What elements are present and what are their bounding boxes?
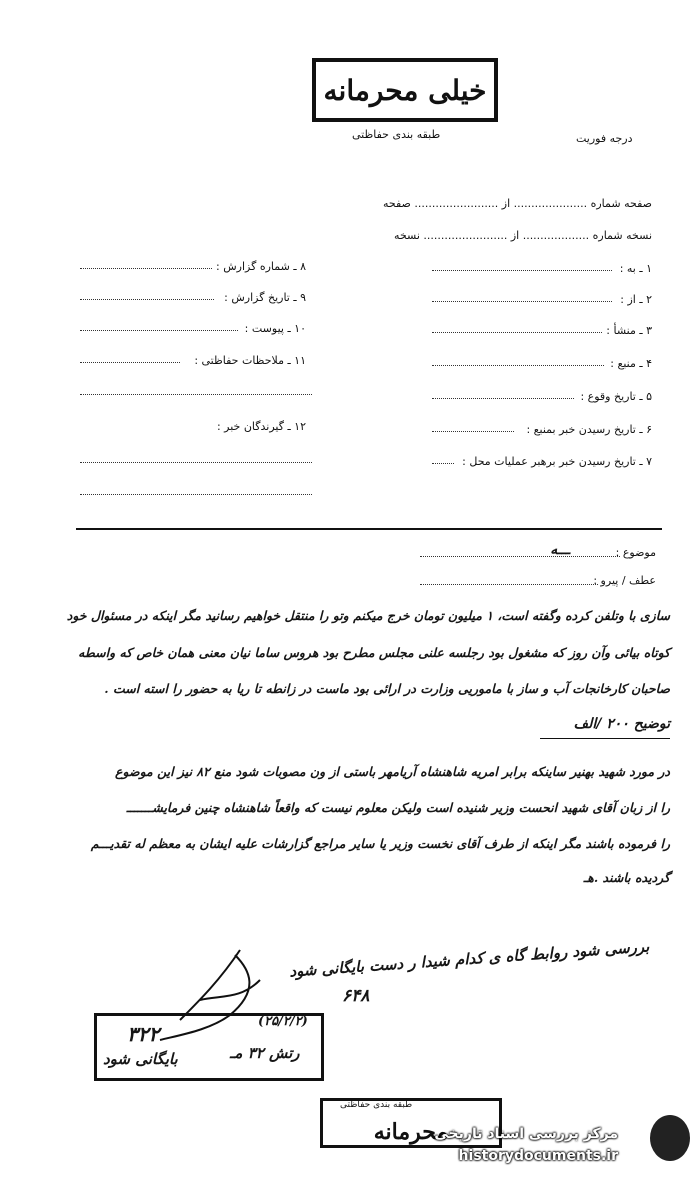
field-source-receipt-line (432, 431, 514, 432)
field-attachment-line (80, 330, 238, 331)
subject-line (420, 556, 620, 557)
archive-stamp-text: بایگانی شود (103, 1050, 178, 1068)
field-leader-receipt-line (432, 463, 454, 464)
field-source-line (432, 365, 604, 366)
field-to-line (432, 270, 612, 271)
handwritten-note: بررسی شود روابط گاه ی کدام شیدا ر دست بایگانی شود (289, 937, 651, 981)
field-source-receipt-date: ۶ ـ تاریخ رسیدن خبر بمنبع : (526, 423, 652, 436)
subject-label: موضوع : (615, 546, 656, 559)
field-security-notes: ۱۱ ـ ملاحظات حفاظتی : (194, 354, 306, 367)
field-from: ۲ ـ از : (620, 293, 652, 306)
reference-line (420, 584, 598, 585)
footer-stamp-title: محرمانه (373, 1119, 449, 1145)
reference-label: عطف / پیرو : (593, 574, 656, 587)
field-source: ۴ ـ منبع : (610, 357, 652, 370)
field-to: ۱ ـ به : (619, 262, 652, 275)
body-line-1: سازی با وتلفن کرده وگفته است، ۱ میلیون تومان خرج میکنم وتو را منتقل خواهیم رسانید مگر اینکه در مسئوال خود (66, 608, 670, 623)
field-origin-line (432, 332, 602, 333)
archive-stamp-number: ۳۲۲ (127, 1022, 160, 1046)
handwritten-date: (۲۵/۲/۲) (258, 1014, 308, 1029)
field-report-date-line (80, 299, 214, 300)
priority-label: درجه فوریت (576, 132, 633, 145)
body-line-2: کوتاه بیائی وآن روز که مشغول بود رجلسه علنی مجلس مطرح بود هروس ساما نیان معنی همان خاص که واسطه (78, 645, 670, 660)
section-divider (76, 528, 662, 530)
watermark-org-name: مرکز بررسی اسناد تاریخی (434, 1126, 618, 1142)
field-leader-receipt-date: ۷ ـ تاریخ رسیدن خبر برهبر عملیات محل : (462, 455, 652, 468)
field-security-notes-line-2 (80, 394, 312, 395)
field-event-date-line (432, 398, 574, 399)
copy-number-field: نسخه شماره ................... از ........................ نسخه (394, 229, 652, 242)
subject-value: ـــه (550, 542, 570, 558)
handwritten-number: ۶۴۸ (342, 986, 370, 1006)
body-line-4: در مورد شهید بهنیر ساینکه برابر امریه شاهنشاه آریامهر باستی از ون مصوبات شود منع ۸۲ نیز این موضوع (115, 764, 670, 779)
archive-logo-icon (650, 1115, 690, 1161)
body-line-5: را از زبان آقای شهید انحست وزیر شنیده است ولیکن معلوم نیست که واقعاً شاهنشاه چنین فرمایشـــــــ (126, 800, 670, 815)
field-recipients-line-1 (80, 462, 312, 463)
field-recipients: ۱۲ ـ گیرندگان خبر : (216, 420, 306, 433)
note-underline (540, 738, 670, 739)
field-event-date: ۵ ـ تاریخ وقوع : (580, 390, 652, 403)
field-from-line (432, 301, 612, 302)
page-number-field: صفحه شماره ..................... از ........................ صفحه (382, 197, 652, 210)
field-security-notes-line (80, 362, 180, 363)
body-line-6: را فرموده باشند مگر اینکه از طرف آقای نخست وزیر یا سایر مراجع گزارشات علیه ایشان به معظم له تقدیـــم (90, 836, 670, 851)
field-report-number: ۸ ـ شماره گزارش : (216, 260, 306, 273)
handwritten-signature-text: رتش ۳۲ مـ (230, 1044, 300, 1062)
body-line-7: گردیده باشند .هـ (583, 870, 670, 885)
watermark-url: historydocuments.ir (458, 1148, 618, 1164)
field-origin: ۳ ـ منشأ : (606, 324, 652, 337)
note-text: توضیح ۲۰۰ /الف (573, 716, 670, 732)
classification-stamp: خیلی محرمانه (312, 58, 498, 122)
field-recipients-line-2 (80, 494, 312, 495)
field-report-date: ۹ ـ تاریخ گزارش : (224, 291, 306, 304)
field-report-number-line (80, 268, 212, 269)
footer-stamp-label: طبقه بندی حفاظتی (340, 1100, 413, 1110)
field-attachment: ۱۰ ـ پیوست : (244, 322, 306, 335)
body-line-3: صاحبان کارخانجات آب و ساز با ماموریی وزارت در ارائی بود ماست در زانطه تا ریا به حضور را استه است . (104, 681, 670, 696)
classification-label: طبقه بندی حفاظتی (352, 128, 441, 141)
